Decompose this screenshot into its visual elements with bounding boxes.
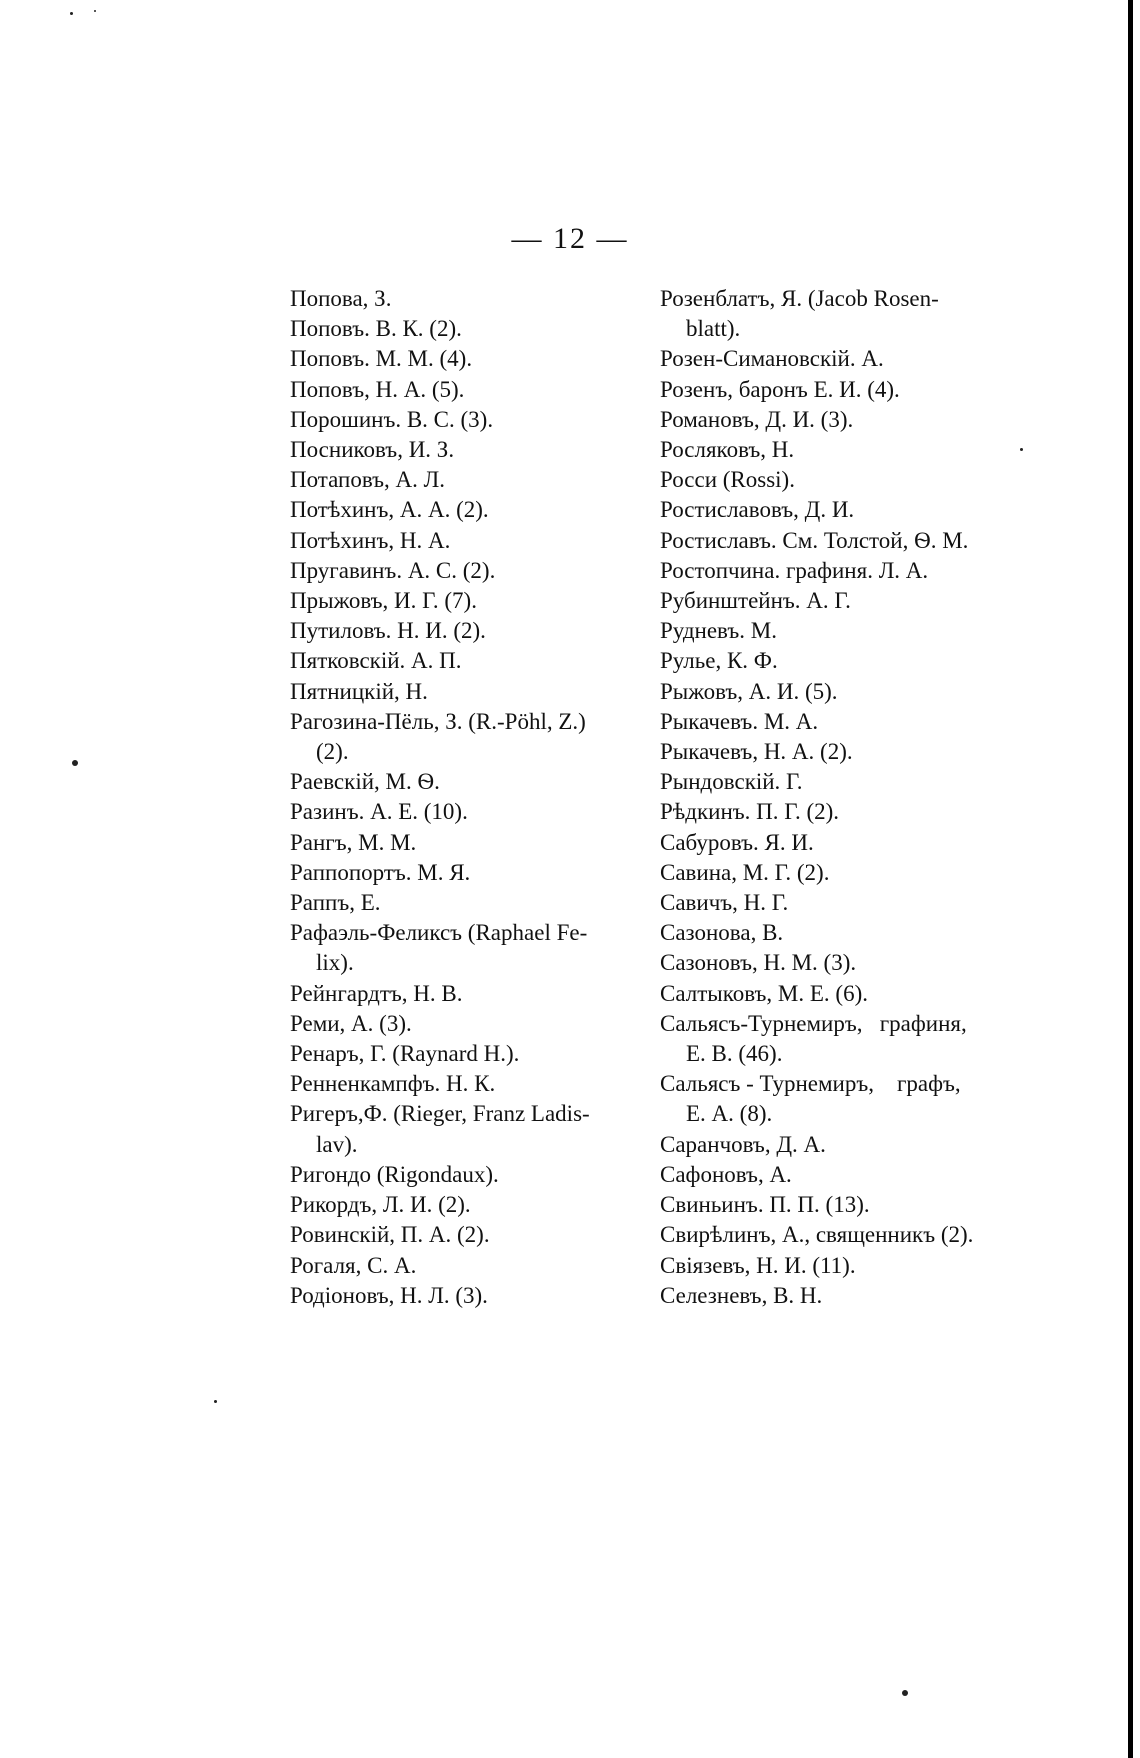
scan-speck bbox=[902, 1690, 908, 1696]
index-entry: Реми, А. (3). bbox=[290, 1010, 412, 1036]
index-entry: Сазоновъ, Н. М. (3). bbox=[660, 950, 857, 976]
index-entry: Сальясъ-Турнемиръ, графиня, bbox=[660, 1010, 967, 1036]
index-entry-continuation bbox=[290, 1130, 642, 1160]
index-entry: Разинъ. А. Е. (10). bbox=[290, 799, 468, 825]
index-entry: Потаповъ, А. Л. bbox=[290, 467, 445, 493]
scan-speck bbox=[1020, 448, 1023, 451]
index-entry: Раевскій, М. Ѳ. bbox=[290, 769, 440, 795]
index-entry: Пятницкій, Н. bbox=[290, 678, 428, 704]
index-entry: Рыжовъ, А. И. (5). bbox=[660, 678, 838, 704]
continuation-text: blatt). bbox=[686, 316, 741, 342]
index-entry: Рогаля, С. А. bbox=[290, 1252, 417, 1278]
index-entry: Рѣдкинъ. П. Г. (2). bbox=[660, 799, 840, 825]
index-entry: Росси (Rossi). bbox=[660, 467, 795, 493]
index-entry: Пятковскій. А. П. bbox=[290, 648, 462, 674]
index-entry: Прыжовъ, И. Г. (7). bbox=[290, 588, 477, 614]
index-entry: Сальясъ - Турнемиръ, графъ, bbox=[660, 1071, 961, 1097]
index-entry: Раппопортъ. М. Я. bbox=[290, 859, 471, 885]
index-entry: Розен-Симановскій. А. bbox=[660, 346, 884, 372]
index-entry: Рагозина-Пёль, З. (R.-Pöhl, Z.) bbox=[290, 708, 586, 734]
continuation-text: lav). bbox=[316, 1131, 358, 1157]
index-entry: Рыкачевъ. М. А. bbox=[660, 708, 819, 734]
index-entry: Ригеръ,Ф. (Rieger, Franz Ladis- bbox=[290, 1101, 590, 1127]
index-entry: Свирѣлинъ, А., священникъ (2). bbox=[660, 1222, 974, 1248]
index-entry-continuation bbox=[660, 314, 1010, 344]
scan-speck bbox=[94, 10, 96, 12]
index-column-left bbox=[290, 284, 642, 1311]
index-entry: Порошинъ. В. С. (3). bbox=[290, 406, 494, 432]
index-entry: Потѣхинъ, А. А. (2). bbox=[290, 497, 489, 523]
index-entry: Потѣхинъ, Н. А. bbox=[290, 527, 451, 553]
index-entry-continuation bbox=[660, 1099, 1010, 1129]
continuation-text: Е. В. (46). bbox=[686, 1041, 783, 1067]
index-entry: Рикордъ, Л. И. (2). bbox=[290, 1192, 471, 1218]
index-entry: Свіязевъ, Н. И. (11). bbox=[660, 1252, 856, 1278]
index-entry: Ростиславъ. См. Толстой, Ѳ. М. bbox=[660, 527, 969, 553]
index-entry: Салтыковъ, М. Е. (6). bbox=[660, 980, 868, 1006]
index-entry: Ренненкампфъ. Н. К. bbox=[290, 1071, 496, 1097]
index-entry-continuation bbox=[290, 737, 642, 767]
index-entry: Розенъ, баронъ Е. И. (4). bbox=[660, 376, 900, 402]
index-entry: Романовъ, Д. И. (3). bbox=[660, 406, 854, 432]
index-column-right bbox=[660, 284, 1010, 1311]
index-entry: Ригондо (Rigondaux). bbox=[290, 1161, 499, 1187]
index-entry: Саранчовъ, Д. А. bbox=[660, 1131, 826, 1157]
index-entry: Пругавинъ. А. С. (2). bbox=[290, 557, 496, 583]
index-entry: Росляковъ, Н. bbox=[660, 437, 795, 463]
index-entry: Савина, М. Г. (2). bbox=[660, 859, 830, 885]
continuation-text: Е. А. (8). bbox=[686, 1101, 773, 1127]
index-entry: Раппъ, Е. bbox=[290, 890, 381, 916]
page-number: — 12 — bbox=[511, 222, 629, 255]
index-entry: Сазонова, В. bbox=[660, 920, 784, 946]
index-entry: Ростиславовъ, Д. И. bbox=[660, 497, 855, 523]
scan-speck bbox=[214, 1400, 217, 1403]
index-entry: Рындовскій. Г. bbox=[660, 769, 803, 795]
index-entry: Поповъ. М. М. (4). bbox=[290, 346, 473, 372]
index-entry: Ровинскій, П. А. (2). bbox=[290, 1222, 490, 1248]
index-entry: Розенблатъ, Я. (Jacob Rosen- bbox=[660, 286, 939, 311]
index-entry: Поповъ. В. К. (2). bbox=[290, 316, 462, 342]
index-entry: Рейнгардтъ, Н. В. bbox=[290, 980, 463, 1006]
index-entry: Сафоновъ, А. bbox=[660, 1161, 792, 1187]
index-entry: Селезневъ, В. Н. bbox=[660, 1282, 823, 1308]
index-entry: Путиловъ. Н. И. (2). bbox=[290, 618, 486, 644]
scan-speck bbox=[72, 760, 78, 766]
index-entry: Попова, З. bbox=[290, 286, 392, 311]
index-entry: Рафаэль-Феликсъ (Raphael Fe- bbox=[290, 920, 588, 946]
continuation-text: (2). bbox=[316, 739, 349, 765]
scan-speck bbox=[70, 12, 73, 15]
index-entry-continuation bbox=[660, 1039, 1010, 1069]
page-edge-rule bbox=[1128, 0, 1133, 1758]
index-entry: Рубинштейнъ. А. Г. bbox=[660, 588, 851, 614]
index-entry: Рангъ, М. М. bbox=[290, 829, 417, 855]
index-entry: Посниковъ, И. З. bbox=[290, 437, 455, 463]
index-entry: Рудневъ. М. bbox=[660, 618, 777, 644]
index-entry: Свиньинъ. П. П. (13). bbox=[660, 1192, 870, 1218]
index-entry: Родіоновъ, Н. Л. (3). bbox=[290, 1282, 488, 1308]
index-entry: Поповъ, Н. А. (5). bbox=[290, 376, 465, 402]
continuation-text: lix). bbox=[316, 950, 354, 976]
index-entry: Рыкачевъ, Н. А. (2). bbox=[660, 739, 853, 765]
index-entry: Сабуровъ. Я. И. bbox=[660, 829, 814, 855]
index-entry: Ренаръ, Г. (Raynard H.). bbox=[290, 1041, 520, 1067]
index-entry: Савичъ, Н. Г. bbox=[660, 890, 789, 916]
index-entry: Ростопчина. графиня. Л. А. bbox=[660, 557, 929, 583]
index-entry-continuation bbox=[290, 948, 642, 978]
index-entry: Рулье, К. Ф. bbox=[660, 648, 778, 674]
